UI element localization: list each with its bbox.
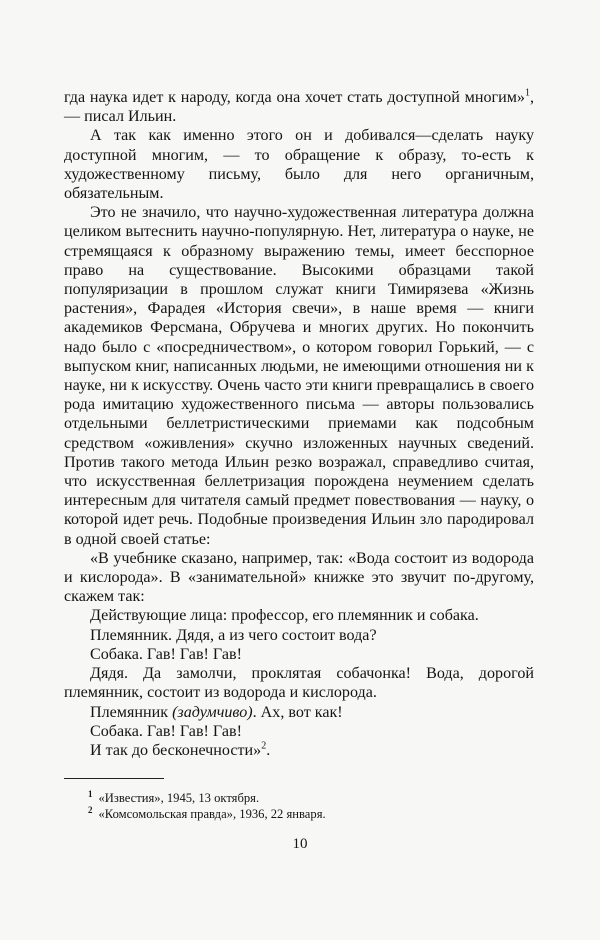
dialogue-line-6-text: И так до бесконечности» [90, 741, 262, 759]
footnote-2 [88, 806, 528, 822]
dialogue-line-6-tail: . [266, 741, 271, 759]
page-number: 10 [292, 836, 308, 852]
dialogue-line-6 [64, 741, 534, 760]
paragraph-2: А так как именно этого он и добивался—сделать науку доступной многим, — то обращение к образу, то-есть к художественному письму, было для него органичным, обязательным. [64, 127, 534, 203]
footnote-1 [88, 790, 528, 806]
dialogue-line-4-speaker: Племянник [90, 703, 169, 721]
footnotes [88, 790, 528, 822]
dialogue-line-1: Племянник. Дядя, а из чего состоит вода? [90, 626, 377, 644]
paragraph-1 [64, 88, 534, 126]
main-text [64, 88, 534, 760]
footnote-ref-1: 1 [524, 87, 530, 99]
paragraph-4: «В учебнике сказано, например, так: «Вода состоит из водорода и кислорода». В «занимательной» книжке это звучит по-другому, скажем так: [64, 549, 534, 606]
footnote-divider [64, 778, 164, 779]
dialogue-line-3: Дядя. Да замолчи, проклятая собачонка! Вода, дорогой племянник, состоит из водорода и кислорода. [64, 665, 534, 702]
paragraph-3: Это не значило, что научно-художественная литература должна целиком вытеснить научно-популярную. Нет, литература о науке, не стремящаяся к образному выражению темы, имеет бесспорное право на существование. Высокими образцами такой популяризации в прошлом служат книги Тимирязева «Жизнь растения», Фарадея «История свечи», в наше время — книги академиков Ферсмана, Обручева и многих других. Но покончить надо было с «посредничеством», о котором говорил Горький, — с выпуском книг, написанных людьми, не имеющими отношения ни к науке, ни к искусству. Очень часто эти книги превращались в своего рода имитацию художественного письма — авторы пользовались отдельными беллетристическими приемами как подсобным средством «оживления» скучно изложенных научных сведений. Против такого метода Ильин резко возражал, справедливо считая, что искусственная беллетризация порождена неумением сделать интересным для читателя самый предмет повествования — науку, о которой идет речь. Подобные произведения Ильин зло пародировал в одной своей статье: [64, 204, 534, 548]
footnote-1-text: «Известия», 1945, 13 октября. [98, 791, 260, 805]
paragraph-1-text: гда наука идет к народу, когда она хочет стать доступной многим» [64, 89, 525, 106]
footnote-2-mark: 2 [88, 804, 93, 815]
stage-direction: (задумчиво) [172, 703, 253, 721]
paragraph-1-tail: , — писал Ильин. [64, 89, 534, 126]
dialogue-line-2: Собака. Гав! Гав! Гав! [90, 645, 242, 663]
footnote-ref-2: 2 [261, 740, 267, 752]
paragraph-5: Действующие лица: профессор, его племянник и собака. [90, 607, 479, 625]
dialogue-line-4 [64, 703, 534, 722]
footnote-2-text: «Комсомольская правда», 1936, 22 января. [98, 807, 326, 821]
footnote-1-mark: 1 [88, 788, 93, 799]
dialogue-line-4-tail: . Ах, вот как! [252, 703, 343, 721]
dialogue-line-5: Собака. Гав! Гав! Гав! [90, 722, 242, 740]
